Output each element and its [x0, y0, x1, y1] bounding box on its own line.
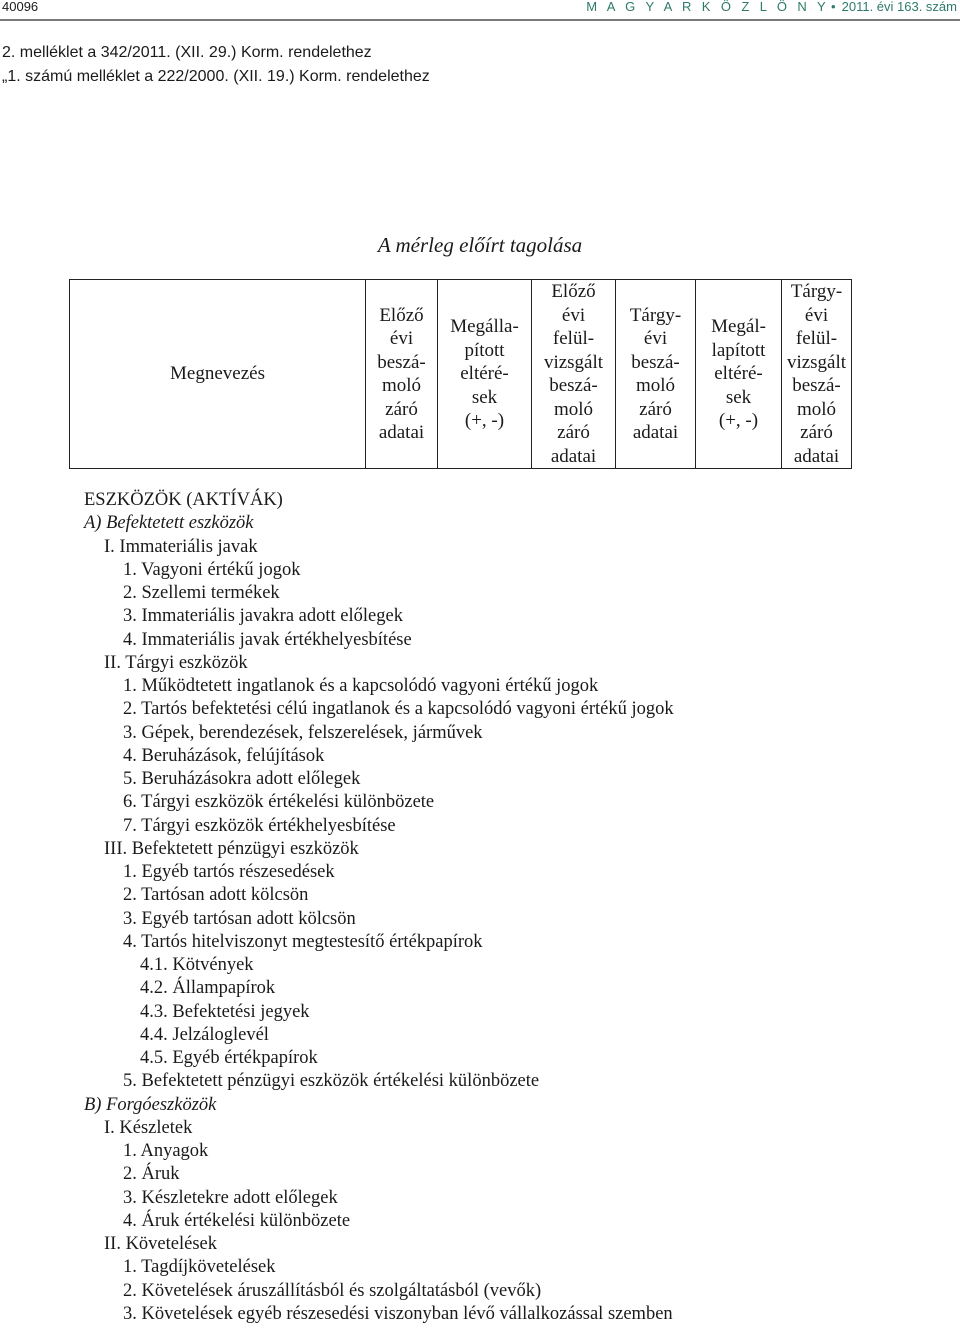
list-item: 5. Beruházásokra adott előlegek	[123, 769, 361, 789]
list-item: 2. Követelések áruszállításból és szolgáltatásból (vevők)	[123, 1280, 542, 1301]
list-item: 4.1. Kötvények	[140, 955, 254, 975]
bullet-icon: •	[831, 0, 836, 14]
list-item: 4.2. Állampapírok	[140, 978, 276, 999]
list-item: 3. Követelések egyéb részesedési viszonyban lévő vállalkozással szemben	[123, 1303, 673, 1324]
list-item: II. Követelések	[104, 1234, 218, 1254]
column-header-name: Megnevezés	[70, 280, 366, 469]
list-item: II. Tárgyi eszközök	[104, 652, 248, 673]
list-item: III. Befektetett pénzügyi eszközök	[104, 838, 359, 859]
list-item: 3. Készletekre adott előlegek	[123, 1187, 338, 1208]
subsection-heading: A) Befektetett eszközök	[84, 513, 254, 534]
column-header-current-year-audited: Tárgy- évi felül- vizsgált beszá- moló záró adatai	[782, 280, 852, 469]
column-header-current-year-differences: Megál- lapított eltéré- sek (+, -)	[696, 280, 782, 469]
list-item: 1. Anyagok	[123, 1141, 209, 1161]
page-header	[0, 0, 960, 14]
issue-number: 2011. évi 163. szám	[841, 0, 957, 14]
list-item: 5. Befektetett pénzügyi eszközök értékelési különbözete	[123, 1071, 540, 1092]
list-item: 2. Szellemi termékek	[123, 583, 280, 603]
column-header-prior-year-audited: Előző évi felül- vizsgált beszá- moló záró adatai	[532, 280, 616, 469]
column-header-current-year-closing: Tárgy- évi beszá- moló záró adatai	[616, 280, 696, 469]
gazette-issue-line	[586, 0, 957, 14]
list-item: I. Immateriális javak	[104, 536, 258, 557]
list-item: 4.3. Befektetési jegyek	[140, 1001, 310, 1022]
list-item: 2. Tartósan adott kölcsön	[123, 885, 309, 906]
list-item: 7. Tárgyi eszközök értékhelyesbítése	[123, 815, 396, 836]
gazette-title: M A G Y A R K Ö Z L Ö N Y	[586, 0, 830, 14]
list-item: 4.5. Egyéb értékpapírok	[140, 1048, 318, 1068]
list-item: 1. Tagdíjkövetelések	[123, 1257, 276, 1278]
page-number: 40096	[2, 0, 39, 14]
list-item: 1. Egyéb tartós részesedések	[123, 862, 335, 882]
list-item: 2. Áruk	[123, 1164, 180, 1185]
section-heading: ESZKÖZÖK (AKTÍVÁK)	[84, 490, 283, 510]
list-item: 1. Működtetett ingatlanok és a kapcsolódó vagyoni értékű jogok	[123, 676, 599, 696]
list-item: 4.4. Jelzáloglevél	[140, 1024, 269, 1045]
list-item: I. Készletek	[104, 1117, 193, 1138]
list-item: 2. Tartós befektetési célú ingatlanok és a kapcsolódó vagyoni értékű jogok	[123, 699, 674, 720]
list-item: 3. Gépek, berendezések, felszerelések, járművek	[123, 722, 483, 743]
subsection-heading: B) Forgóeszközök	[84, 1094, 217, 1115]
list-item: 6. Tárgyi eszközök értékelési különbözete	[123, 792, 435, 813]
list-item: 4. Tartós hitelviszonyt megtestesítő értékpapírok	[123, 931, 483, 952]
balance-sheet-header-table	[69, 279, 852, 469]
header-divider	[0, 19, 960, 21]
column-header-prior-year-closing: Előző évi beszá- moló záró adatai	[366, 280, 438, 469]
list-item: 4. Immateriális javak értékhelyesbítése	[123, 629, 412, 650]
document-title: A mérleg előírt tagolása	[377, 233, 583, 257]
list-item: 1. Vagyoni értékű jogok	[123, 559, 301, 580]
column-header-prior-year-differences: Megálla- pított eltéré- sek (+, -)	[438, 280, 532, 469]
annex-reference: 2. melléklet a 342/2011. (XII. 29.) Korm. rendelethez	[2, 44, 372, 61]
list-item: 3. Egyéb tartósan adott kölcsön	[123, 908, 356, 929]
list-item: 3. Immateriális javakra adott előlegek	[123, 606, 403, 627]
list-item: 4. Áruk értékelési különbözete	[123, 1210, 351, 1231]
list-item: 4. Beruházások, felújítások	[123, 745, 325, 766]
annex-amendment-reference: „1. számú melléklet a 222/2000. (XII. 19.) Korm. rendelethez	[2, 68, 430, 85]
balance-sheet-items	[0, 489, 674, 1326]
